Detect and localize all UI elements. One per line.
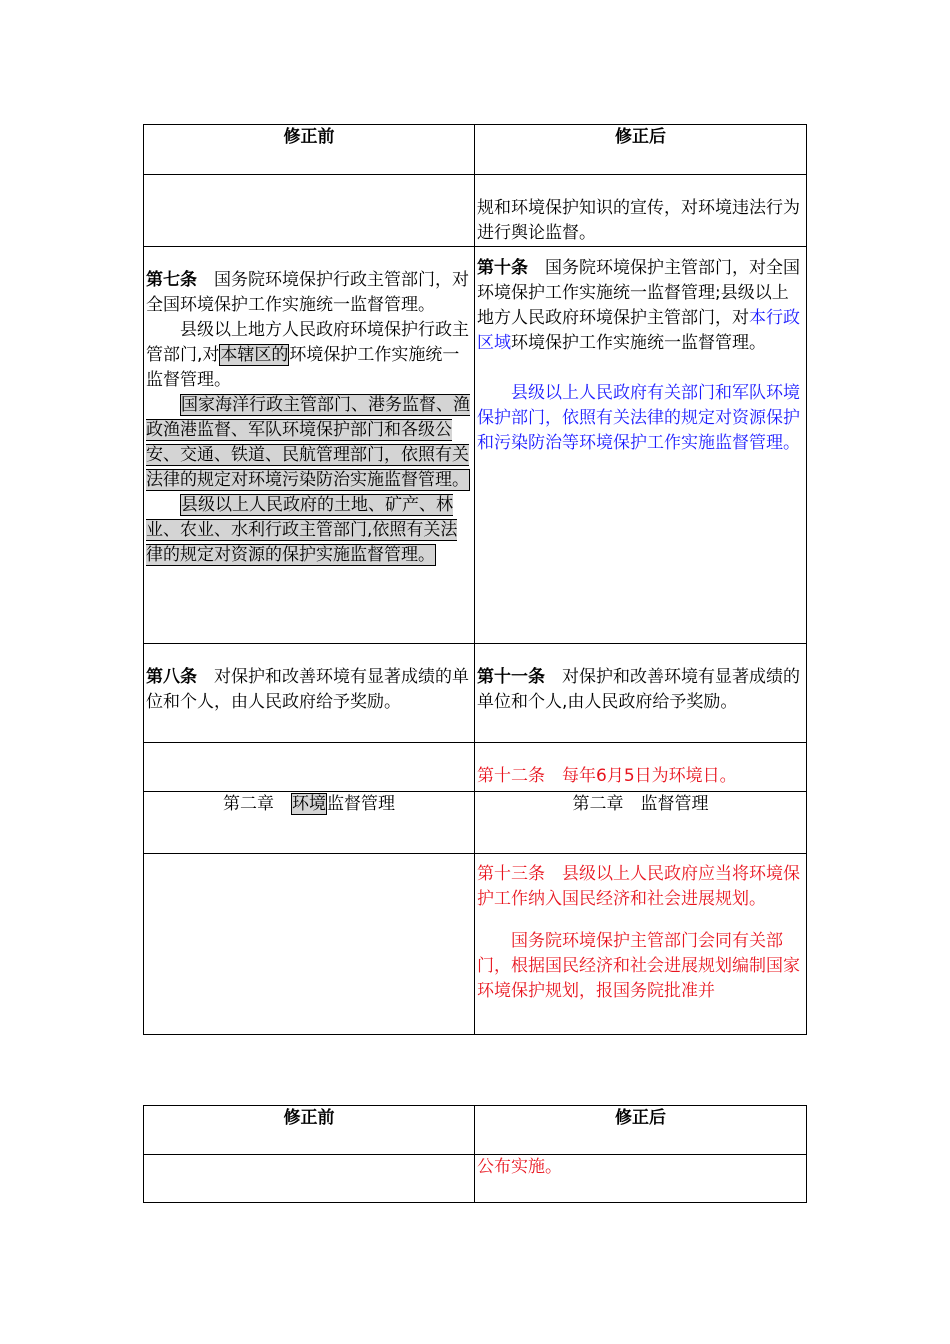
header-before: 修正前 <box>144 125 475 175</box>
row2-before-cell <box>144 247 475 644</box>
article-12-text: 第十二条 每年6月5日为环境日。 <box>477 766 737 786</box>
article-7-label: 第七条 <box>146 270 197 290</box>
row6-after-cell <box>475 854 807 1035</box>
blue-insert: 本行政区域 <box>477 308 800 353</box>
article-7-para4: 县级以上人民政府的土地、矿产、林业、农业、水利行政主管部门,依照有关法律的规定对资源的保护实施监督管理。 <box>146 495 458 565</box>
row1-after-text: 规和环境保护知识的宣传，对环境违法行为进行舆论监督。 <box>477 198 800 243</box>
highlight-mark: 本辖区的 <box>220 345 289 365</box>
row4-after-cell <box>475 743 807 792</box>
header-before: 修正前 <box>144 1106 475 1155</box>
row1-before-cell <box>144 175 475 247</box>
continuation-text: 公布实施。 <box>477 1157 562 1177</box>
article-7-para2: 县级以上地方人民政府环境保护行政主管部门,对本辖区的环境保护工作实施统一监督管理。 <box>146 320 469 390</box>
chapter-after: 第二章 监督管理 <box>475 792 807 854</box>
t2-row1-before-cell <box>144 1155 475 1203</box>
comparison-table-2 <box>143 1105 807 1203</box>
t2-row1-after-cell <box>475 1155 807 1203</box>
row2-after-cell <box>475 247 807 644</box>
article-13-para1: 第十三条 县级以上人民政府应当将环境保护工作纳入国民经济和社会进展规划。 <box>477 864 800 909</box>
article-13-para2: 国务院环境保护主管部门会同有关部门，根据国民经济和社会进展规划编制国家环境保护规划，报国务院批准并 <box>477 931 800 1001</box>
chapter-before: 第二章 环境监督管理 <box>144 792 475 854</box>
article-10-para2: 县级以上人民政府有关部门和军队环境保护部门，依照有关法律的规定对资源保护和污染防治等环境保护工作实施监督管理。 <box>477 383 800 453</box>
highlight-mark: 环境 <box>292 794 326 814</box>
header-after: 修正后 <box>475 125 807 175</box>
row6-before-cell <box>144 854 475 1035</box>
article-7-para1: 第七条 国务院环境保护行政主管部门，对全国环境保护工作实施统一监督管理。 <box>146 270 469 315</box>
article-11-text: 第十一条 对保护和改善环境有显著成绩的单位和个人,由人民政府给予奖励。 <box>477 667 800 712</box>
article-8-label: 第八条 <box>146 667 197 687</box>
article-10-para1: 第十条 国务院环境保护主管部门，对全国环境保护工作实施统一监督管理;县级以上地方人民政府环境保护主管部门，对本行政区域环境保护工作实施统一监督管理。 <box>477 258 800 353</box>
article-7-para3: 国家海洋行政主管部门、港务监督、渔政渔港监督、军队环境保护部门和各级公安、交通、铁道、民航管理部门，依照有关法律的规定对环境污染防治实施监督管理。 <box>146 395 470 490</box>
article-10-label: 第十条 <box>477 258 528 278</box>
row1-after-cell <box>475 175 807 247</box>
article-8-text: 第八条 对保护和改善环境有显著成绩的单位和个人，由人民政府给予奖励。 <box>146 667 469 712</box>
row3-after-cell <box>475 644 807 743</box>
header-after: 修正后 <box>475 1106 807 1155</box>
row3-before-cell <box>144 644 475 743</box>
row4-before-cell <box>144 743 475 792</box>
article-11-label: 第十一条 <box>477 667 545 687</box>
comparison-table-1 <box>143 124 807 1035</box>
